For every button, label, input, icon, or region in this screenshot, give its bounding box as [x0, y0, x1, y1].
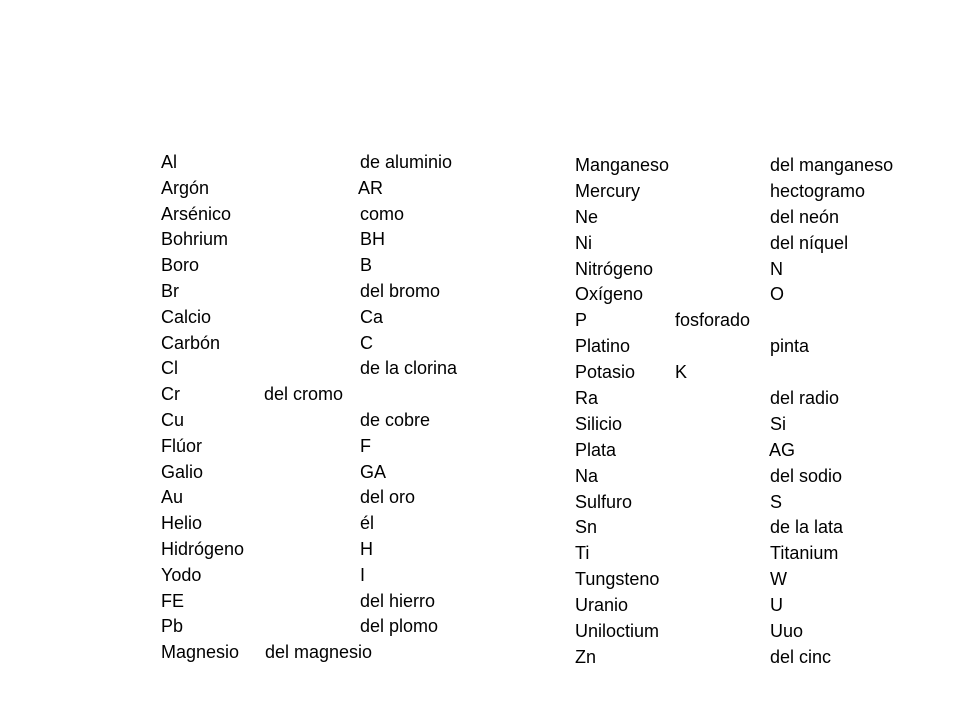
element-name: Zn	[575, 646, 597, 667]
list-item	[161, 331, 491, 357]
element-name: Ti	[575, 543, 590, 564]
element-translation: AG	[769, 439, 796, 460]
element-translation: AR	[358, 177, 384, 198]
element-translation: él	[360, 513, 375, 534]
element-name: Helio	[161, 513, 203, 534]
list-item	[161, 176, 491, 202]
element-translation: Uuo	[770, 621, 804, 642]
element-name: Sn	[575, 517, 598, 538]
list-item	[575, 490, 905, 516]
element-translation: Si	[770, 413, 787, 434]
element-translation: del cinc	[770, 646, 832, 667]
element-translation: O	[770, 284, 785, 305]
element-name: Cl	[161, 358, 178, 379]
element-translation: H	[360, 538, 373, 559]
element-name: Bohrium	[161, 229, 229, 250]
list-item	[161, 563, 491, 589]
element-translation: N	[770, 258, 783, 279]
element-translation: U	[770, 595, 783, 616]
element-translation: del cromo	[264, 384, 344, 405]
list-item	[575, 541, 905, 567]
list-item	[161, 434, 491, 460]
element-translation: como	[360, 203, 405, 224]
list-item	[575, 464, 905, 490]
element-name: Cu	[161, 409, 185, 430]
list-item	[161, 408, 491, 434]
list-item	[161, 537, 491, 563]
element-name: Ne	[575, 206, 599, 227]
element-translation: B	[360, 255, 373, 276]
element-translation: de cobre	[360, 409, 431, 430]
list-item	[161, 253, 491, 279]
element-translation: del hierro	[360, 590, 436, 611]
element-translation: pinta	[770, 336, 810, 357]
element-translation: del bromo	[360, 280, 441, 301]
element-name: Magnesio	[161, 642, 240, 663]
element-name: Uniloctium	[575, 621, 660, 642]
element-name: Manganeso	[575, 155, 670, 175]
element-translation: del manganeso	[770, 155, 894, 175]
left-element-list	[161, 150, 491, 666]
element-translation: de la lata	[770, 517, 844, 538]
element-name: Mercury	[575, 180, 641, 201]
list-item	[161, 227, 491, 253]
element-translation: del magnesio	[265, 642, 373, 663]
element-translation: fosforado	[675, 310, 751, 331]
element-translation: Titanium	[770, 543, 839, 564]
element-name: Silicio	[575, 413, 623, 434]
list-item	[575, 257, 905, 283]
list-item	[161, 356, 491, 382]
element-translation: del oro	[360, 487, 416, 508]
element-name: FE	[161, 590, 185, 611]
element-translation: K	[675, 362, 688, 383]
list-item	[575, 438, 905, 464]
element-name: Calcio	[161, 306, 212, 327]
element-name: Plata	[575, 439, 617, 460]
list-item	[575, 645, 905, 671]
element-translation: del sodio	[770, 465, 843, 486]
element-name: Flúor	[161, 435, 203, 456]
element-name: Br	[161, 280, 179, 301]
element-translation: GA	[360, 461, 387, 482]
element-translation: del níquel	[770, 232, 849, 253]
element-name: Oxígeno	[575, 284, 644, 305]
element-name: Cr	[161, 384, 180, 405]
element-translation: del radio	[770, 388, 840, 409]
element-name: Yodo	[161, 564, 202, 585]
list-item	[161, 305, 491, 331]
right-element-list	[575, 153, 905, 671]
element-translation: hectogramo	[770, 180, 866, 201]
list-item	[575, 593, 905, 619]
list-item	[161, 150, 491, 176]
list-item	[161, 202, 491, 228]
element-translation: C	[360, 332, 373, 353]
list-item	[575, 567, 905, 593]
list-item	[575, 515, 905, 541]
list-item	[575, 308, 905, 334]
list-item	[575, 386, 905, 412]
element-translation: Ca	[360, 306, 384, 327]
list-item	[161, 589, 491, 615]
element-translation: W	[770, 569, 787, 590]
element-name: Hidrógeno	[161, 538, 245, 559]
element-name: Pb	[161, 616, 184, 637]
element-translation: del neón	[770, 206, 840, 227]
element-name: Ni	[575, 232, 592, 253]
element-name: Au	[161, 487, 184, 508]
list-item	[575, 179, 905, 205]
element-translation: F	[360, 435, 371, 456]
element-name: Na	[575, 465, 599, 486]
element-translation: de aluminio	[360, 152, 453, 172]
element-name: Platino	[575, 336, 631, 357]
element-name: P	[575, 310, 588, 331]
list-item	[161, 279, 491, 305]
element-name: Carbón	[161, 332, 221, 353]
element-name: Sulfuro	[575, 491, 633, 512]
element-name: Al	[161, 152, 178, 172]
list-item	[161, 460, 491, 486]
element-translation: de la clorina	[360, 358, 458, 379]
list-item	[575, 412, 905, 438]
element-name: Potasio	[575, 362, 636, 383]
list-item	[161, 382, 491, 408]
list-item	[161, 511, 491, 537]
element-name: Boro	[161, 255, 200, 276]
element-name: Ra	[575, 388, 599, 409]
list-item	[575, 282, 905, 308]
element-name: Uranio	[575, 595, 629, 616]
list-item	[161, 640, 491, 666]
element-translation: del plomo	[360, 616, 439, 637]
element-translation: I	[360, 564, 366, 585]
list-item	[161, 614, 491, 640]
element-name: Arsénico	[161, 203, 232, 224]
list-item	[575, 360, 905, 386]
element-name: Argón	[161, 177, 210, 198]
list-item	[161, 485, 491, 511]
element-translation: BH	[360, 229, 386, 250]
list-item	[575, 334, 905, 360]
list-item	[575, 619, 905, 645]
list-item	[575, 153, 905, 179]
element-translation: S	[770, 491, 783, 512]
element-name: Galio	[161, 461, 204, 482]
list-item	[575, 205, 905, 231]
element-name: Nitrógeno	[575, 258, 654, 279]
list-item	[575, 231, 905, 257]
element-name: Tungsteno	[575, 569, 660, 590]
